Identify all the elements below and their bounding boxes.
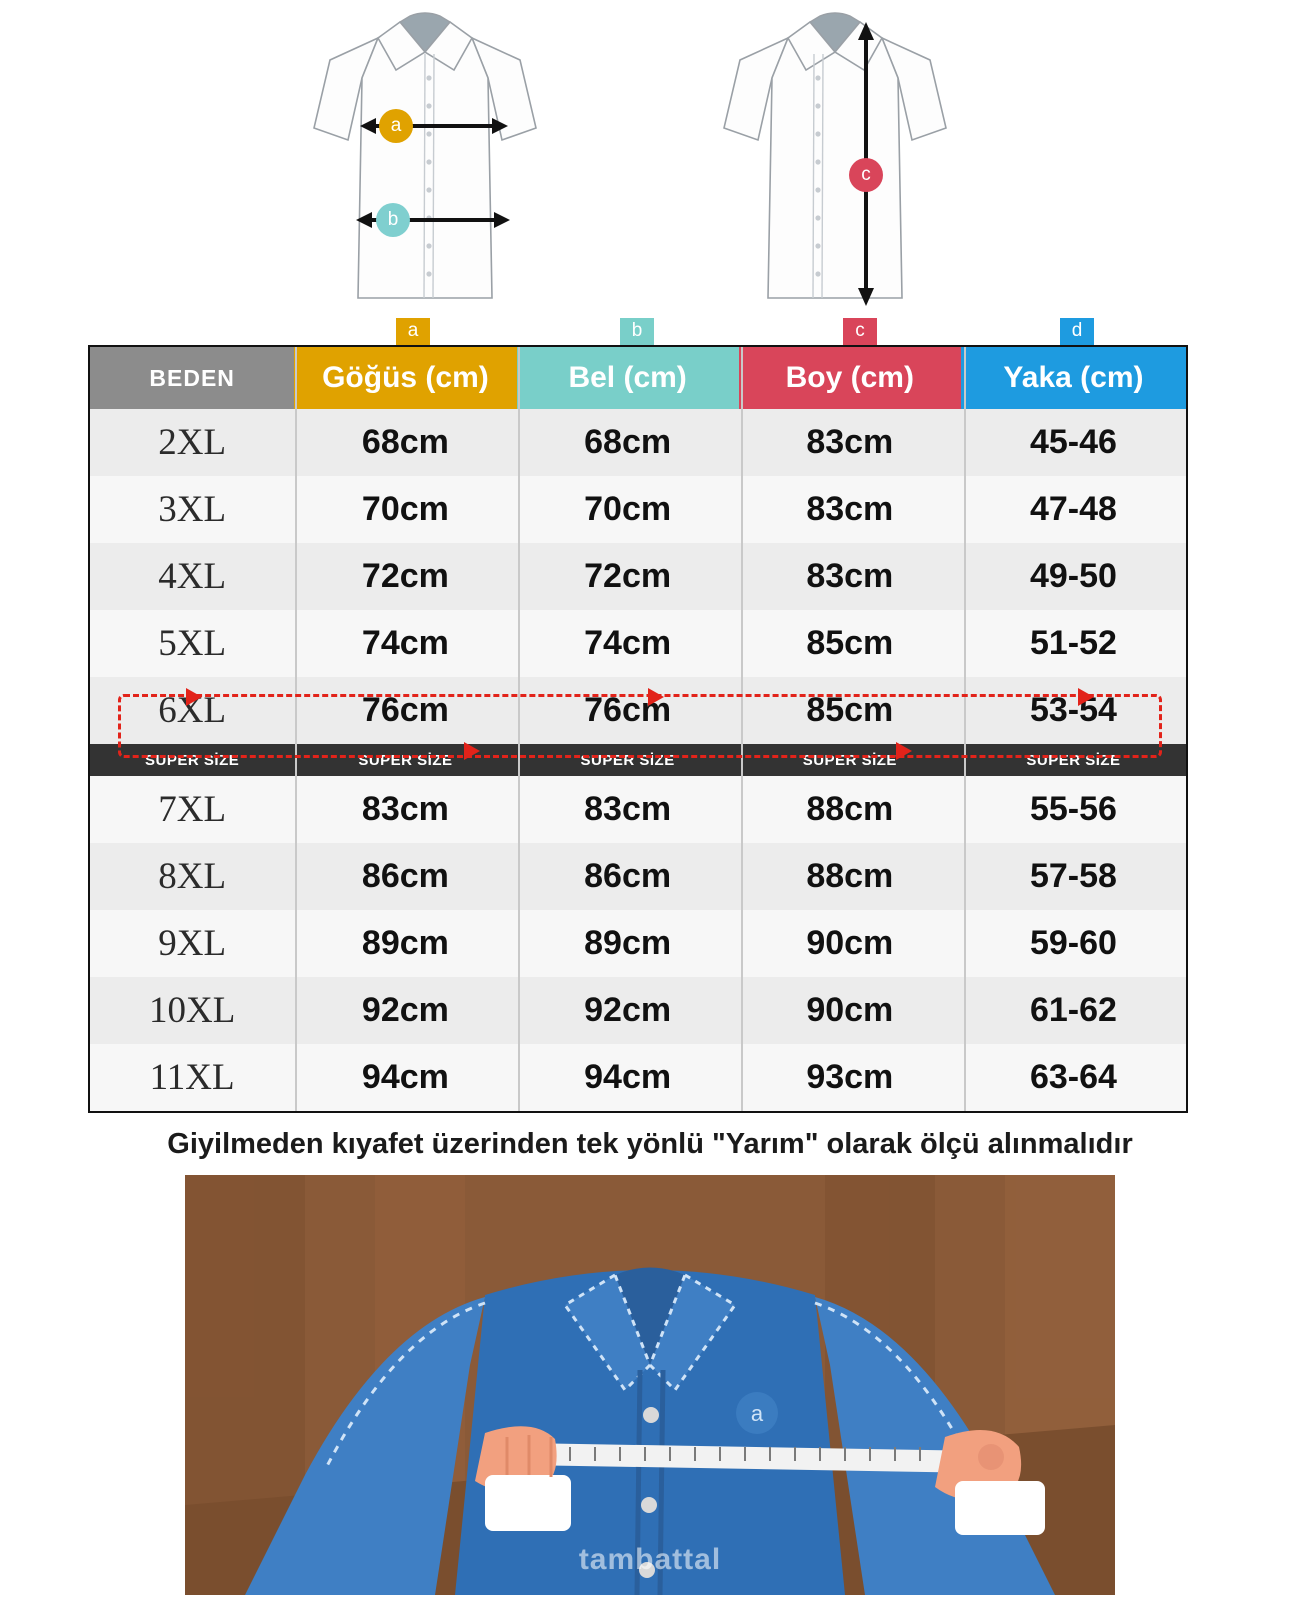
cell-gogus: 92cm [294, 977, 516, 1044]
measuring-illustration [185, 1175, 1115, 1595]
chest-badge-label: a [390, 115, 402, 136]
cell-bel: 72cm [517, 543, 739, 610]
cell-bel: 76cm [517, 677, 739, 744]
supersize-label: SUPER SİZE [90, 744, 294, 776]
cell-boy: 88cm [739, 776, 961, 843]
column-divider [964, 347, 966, 1111]
highlight-arrow [648, 688, 664, 706]
waist-badge-label: b [387, 209, 399, 230]
header-boy: Boy (cm) [739, 347, 961, 409]
cell-yaka: 59-60 [961, 910, 1186, 977]
cell-yaka: 47-48 [961, 476, 1186, 543]
table-row [90, 843, 1186, 910]
shirt-diagrams [0, 0, 1300, 341]
cell-bel: 83cm [517, 776, 739, 843]
cell-gogus: 86cm [294, 843, 516, 910]
cell-bel: 70cm [517, 476, 739, 543]
cell-boy: 83cm [739, 543, 961, 610]
cell-yaka: 51-52 [961, 610, 1186, 677]
cell-boy: 93cm [739, 1044, 961, 1111]
cell-bel: 74cm [517, 610, 739, 677]
waist-badge [376, 203, 410, 237]
cell-size: 10XL [90, 977, 294, 1044]
cell-gogus: 70cm [294, 476, 516, 543]
cell-size: 11XL [90, 1044, 294, 1111]
cell-bel: 86cm [517, 843, 739, 910]
cell-size: 6XL [90, 677, 294, 744]
shirt-outline-left [300, 8, 550, 308]
supersize-band-row [90, 744, 1186, 776]
size-chart-table [88, 345, 1188, 1113]
cell-gogus: 76cm [294, 677, 516, 744]
cell-boy: 90cm [739, 977, 961, 1044]
cell-size: 9XL [90, 910, 294, 977]
header-beden: BEDEN [90, 347, 294, 409]
cell-bel: 94cm [517, 1044, 739, 1111]
table-header-row [90, 347, 1186, 409]
shirt-outline-right [710, 8, 960, 308]
cell-gogus: 74cm [294, 610, 516, 677]
cell-yaka: 53-54 [961, 677, 1186, 744]
table-row [90, 409, 1186, 476]
table-row [90, 910, 1186, 977]
cell-size: 5XL [90, 610, 294, 677]
supersize-label: SUPER SİZE [517, 744, 739, 776]
cell-boy: 85cm [739, 610, 961, 677]
cell-gogus: 83cm [294, 776, 516, 843]
tab-a: a [396, 318, 430, 348]
cell-boy: 85cm [739, 677, 961, 744]
highlight-arrow [186, 688, 202, 706]
cell-size: 2XL [90, 409, 294, 476]
table-row [90, 776, 1186, 843]
cell-gogus: 89cm [294, 910, 516, 977]
cell-gogus: 68cm [294, 409, 516, 476]
cell-boy: 83cm [739, 476, 961, 543]
cell-boy: 90cm [739, 910, 961, 977]
header-gogus: Göğüs (cm) [294, 347, 516, 409]
tab-b: b [620, 318, 654, 348]
cell-bel: 89cm [517, 910, 739, 977]
header-yaka: Yaka (cm) [961, 347, 1186, 409]
tab-d: d [1060, 318, 1094, 348]
supersize-label: SUPER SİZE [739, 744, 961, 776]
svg-text:a: a [750, 1401, 764, 1426]
tab-c: c [843, 318, 877, 348]
cell-yaka: 61-62 [961, 977, 1186, 1044]
column-divider [741, 347, 743, 1111]
highlight-arrow [464, 742, 480, 760]
supersize-label: SUPER SİZE [294, 744, 516, 776]
chest-badge [379, 109, 413, 143]
illustration-svg [185, 1175, 1115, 1595]
cell-size: 7XL [90, 776, 294, 843]
length-badge [849, 158, 883, 192]
cell-yaka: 49-50 [961, 543, 1186, 610]
cell-bel: 92cm [517, 977, 739, 1044]
column-divider [295, 347, 297, 1111]
highlight-arrow [1078, 688, 1094, 706]
cell-yaka: 45-46 [961, 409, 1186, 476]
highlight-arrow [896, 742, 912, 760]
cell-size: 4XL [90, 543, 294, 610]
cell-yaka: 57-58 [961, 843, 1186, 910]
table-row [90, 1044, 1186, 1111]
table-row [90, 610, 1186, 677]
cell-gogus: 94cm [294, 1044, 516, 1111]
cell-gogus: 72cm [294, 543, 516, 610]
table-row [90, 476, 1186, 543]
cell-yaka: 55-56 [961, 776, 1186, 843]
cell-yaka: 63-64 [961, 1044, 1186, 1111]
cell-size: 3XL [90, 476, 294, 543]
shirt-front-length [710, 8, 960, 308]
cell-boy: 88cm [739, 843, 961, 910]
table-row [90, 543, 1186, 610]
watermark: tambattal [578, 1543, 722, 1576]
header-bel: Bel (cm) [517, 347, 739, 409]
table-row [90, 977, 1186, 1044]
cell-boy: 83cm [739, 409, 961, 476]
supersize-label: SUPER SİZE [961, 744, 1186, 776]
size-table [90, 347, 1186, 1111]
length-badge-label: c [861, 164, 871, 185]
cell-bel: 68cm [517, 409, 739, 476]
cell-size: 8XL [90, 843, 294, 910]
measurement-instruction: Giyilmeden kıyafet üzerinden tek yönlü "Yarım" olarak ölçü alınmalıdır [167, 1128, 1133, 1160]
table-row-highlighted [90, 677, 1186, 744]
shirt-front-chest-waist [300, 8, 550, 308]
column-divider [518, 347, 520, 1111]
